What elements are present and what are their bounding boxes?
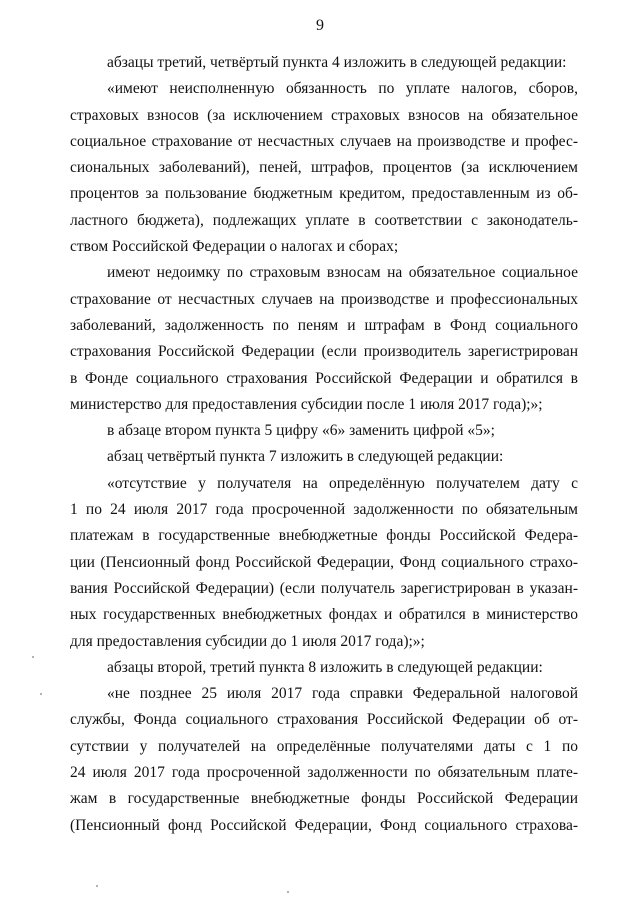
text-line: (Пенсионный фонд Российской Федерации, Фонд социального страхова- xyxy=(70,816,578,834)
text-line: «имеют неисполненную обязанность по уплате налогов, сборов, xyxy=(107,80,578,98)
text-line: для предоставления субсидии до 1 июля 2017 года);»; xyxy=(70,632,425,650)
text-line: «не позднее 25 июля 2017 года справки Федеральной налоговой xyxy=(107,685,578,703)
text-line: страхования Российской Федерации (если производитель зарегистрирован xyxy=(70,343,578,361)
text-line: процентов за пользование бюджетным кредитом, предоставленным из об- xyxy=(70,185,578,203)
text-line: «отсутствие у получателя на определённую получателем дату с xyxy=(107,474,578,492)
text-line: ством Российской Федерации о налогах и сборах; xyxy=(70,238,399,256)
document-body xyxy=(70,50,578,839)
paragraph xyxy=(70,655,578,681)
scan-speck xyxy=(32,656,34,658)
text-line: ластного бюджета), подлежащих уплате в соответствии с законодатель- xyxy=(70,211,578,229)
text-line: 1 по 24 июля 2017 года просроченной задолженности по обязательным xyxy=(70,501,578,519)
paragraph xyxy=(70,50,578,76)
paragraph xyxy=(70,418,578,444)
scan-speck xyxy=(40,693,42,695)
text-line: имеют недоимку по страховым взносам на обязательное социальное xyxy=(107,264,578,282)
text-line: социальное страхование от несчастных случаев на производстве и профес- xyxy=(70,132,578,150)
text-line: платежам в государственные внебюджетные фонды Российской Федера- xyxy=(70,527,578,545)
paragraph xyxy=(70,260,578,418)
text-line: в Фонде социального страхования Российской Федерации и обратился в xyxy=(70,369,578,387)
paragraph xyxy=(70,76,578,260)
scan-speck xyxy=(96,885,98,887)
text-line: службы, Фонда социального страхования Российской Федерации об от- xyxy=(70,711,578,729)
paragraph xyxy=(70,471,578,655)
text-line: заболеваний, задолженность по пеням и штрафам в Фонд социального xyxy=(70,316,578,334)
scan-speck xyxy=(287,891,289,893)
text-line: вания Российской Федерации) (если получатель зарегистрирован в указан- xyxy=(70,579,578,597)
text-line: абзацы третий, четвёртый пункта 4 изложить в следующей редакции: xyxy=(107,54,567,71)
text-line: ции (Пенсионный фонд Российской Федерации, Фонд социального страхо- xyxy=(70,553,578,571)
text-line: сиональных заболеваний), пеней, штрафов, процентов (за исключением xyxy=(70,159,578,177)
text-line: абзацы второй, третий пункта 8 изложить в следующей редакции: xyxy=(107,658,543,676)
text-line: страховых взносов (за исключением страховых взносов на обязательное xyxy=(70,106,578,124)
text-line: жам в государственные внебюджетные фонды Российской Федерации xyxy=(70,790,578,808)
text-line: абзац четвёртый пункта 7 изложить в следующей редакции: xyxy=(107,448,504,466)
text-line: министерство для предоставления субсидии после 1 июля 2017 года);»; xyxy=(70,395,543,413)
paragraph xyxy=(70,444,578,470)
page-number: 9 xyxy=(316,17,324,34)
text-line: сутствии у получателей на определённые получателями даты с 1 по xyxy=(70,737,578,755)
text-line: ных государственных внебюджетных фондах и обратился в министерство xyxy=(70,606,578,624)
paragraph xyxy=(70,681,578,839)
text-line: 24 июля 2017 года просроченной задолженности по обязательным плате- xyxy=(70,764,578,782)
text-line: в абзаце втором пункта 5 цифру «6» заменить цифрой «5»; xyxy=(107,422,495,440)
text-line: страхование от несчастных случаев на производстве и профессиональных xyxy=(70,290,578,308)
